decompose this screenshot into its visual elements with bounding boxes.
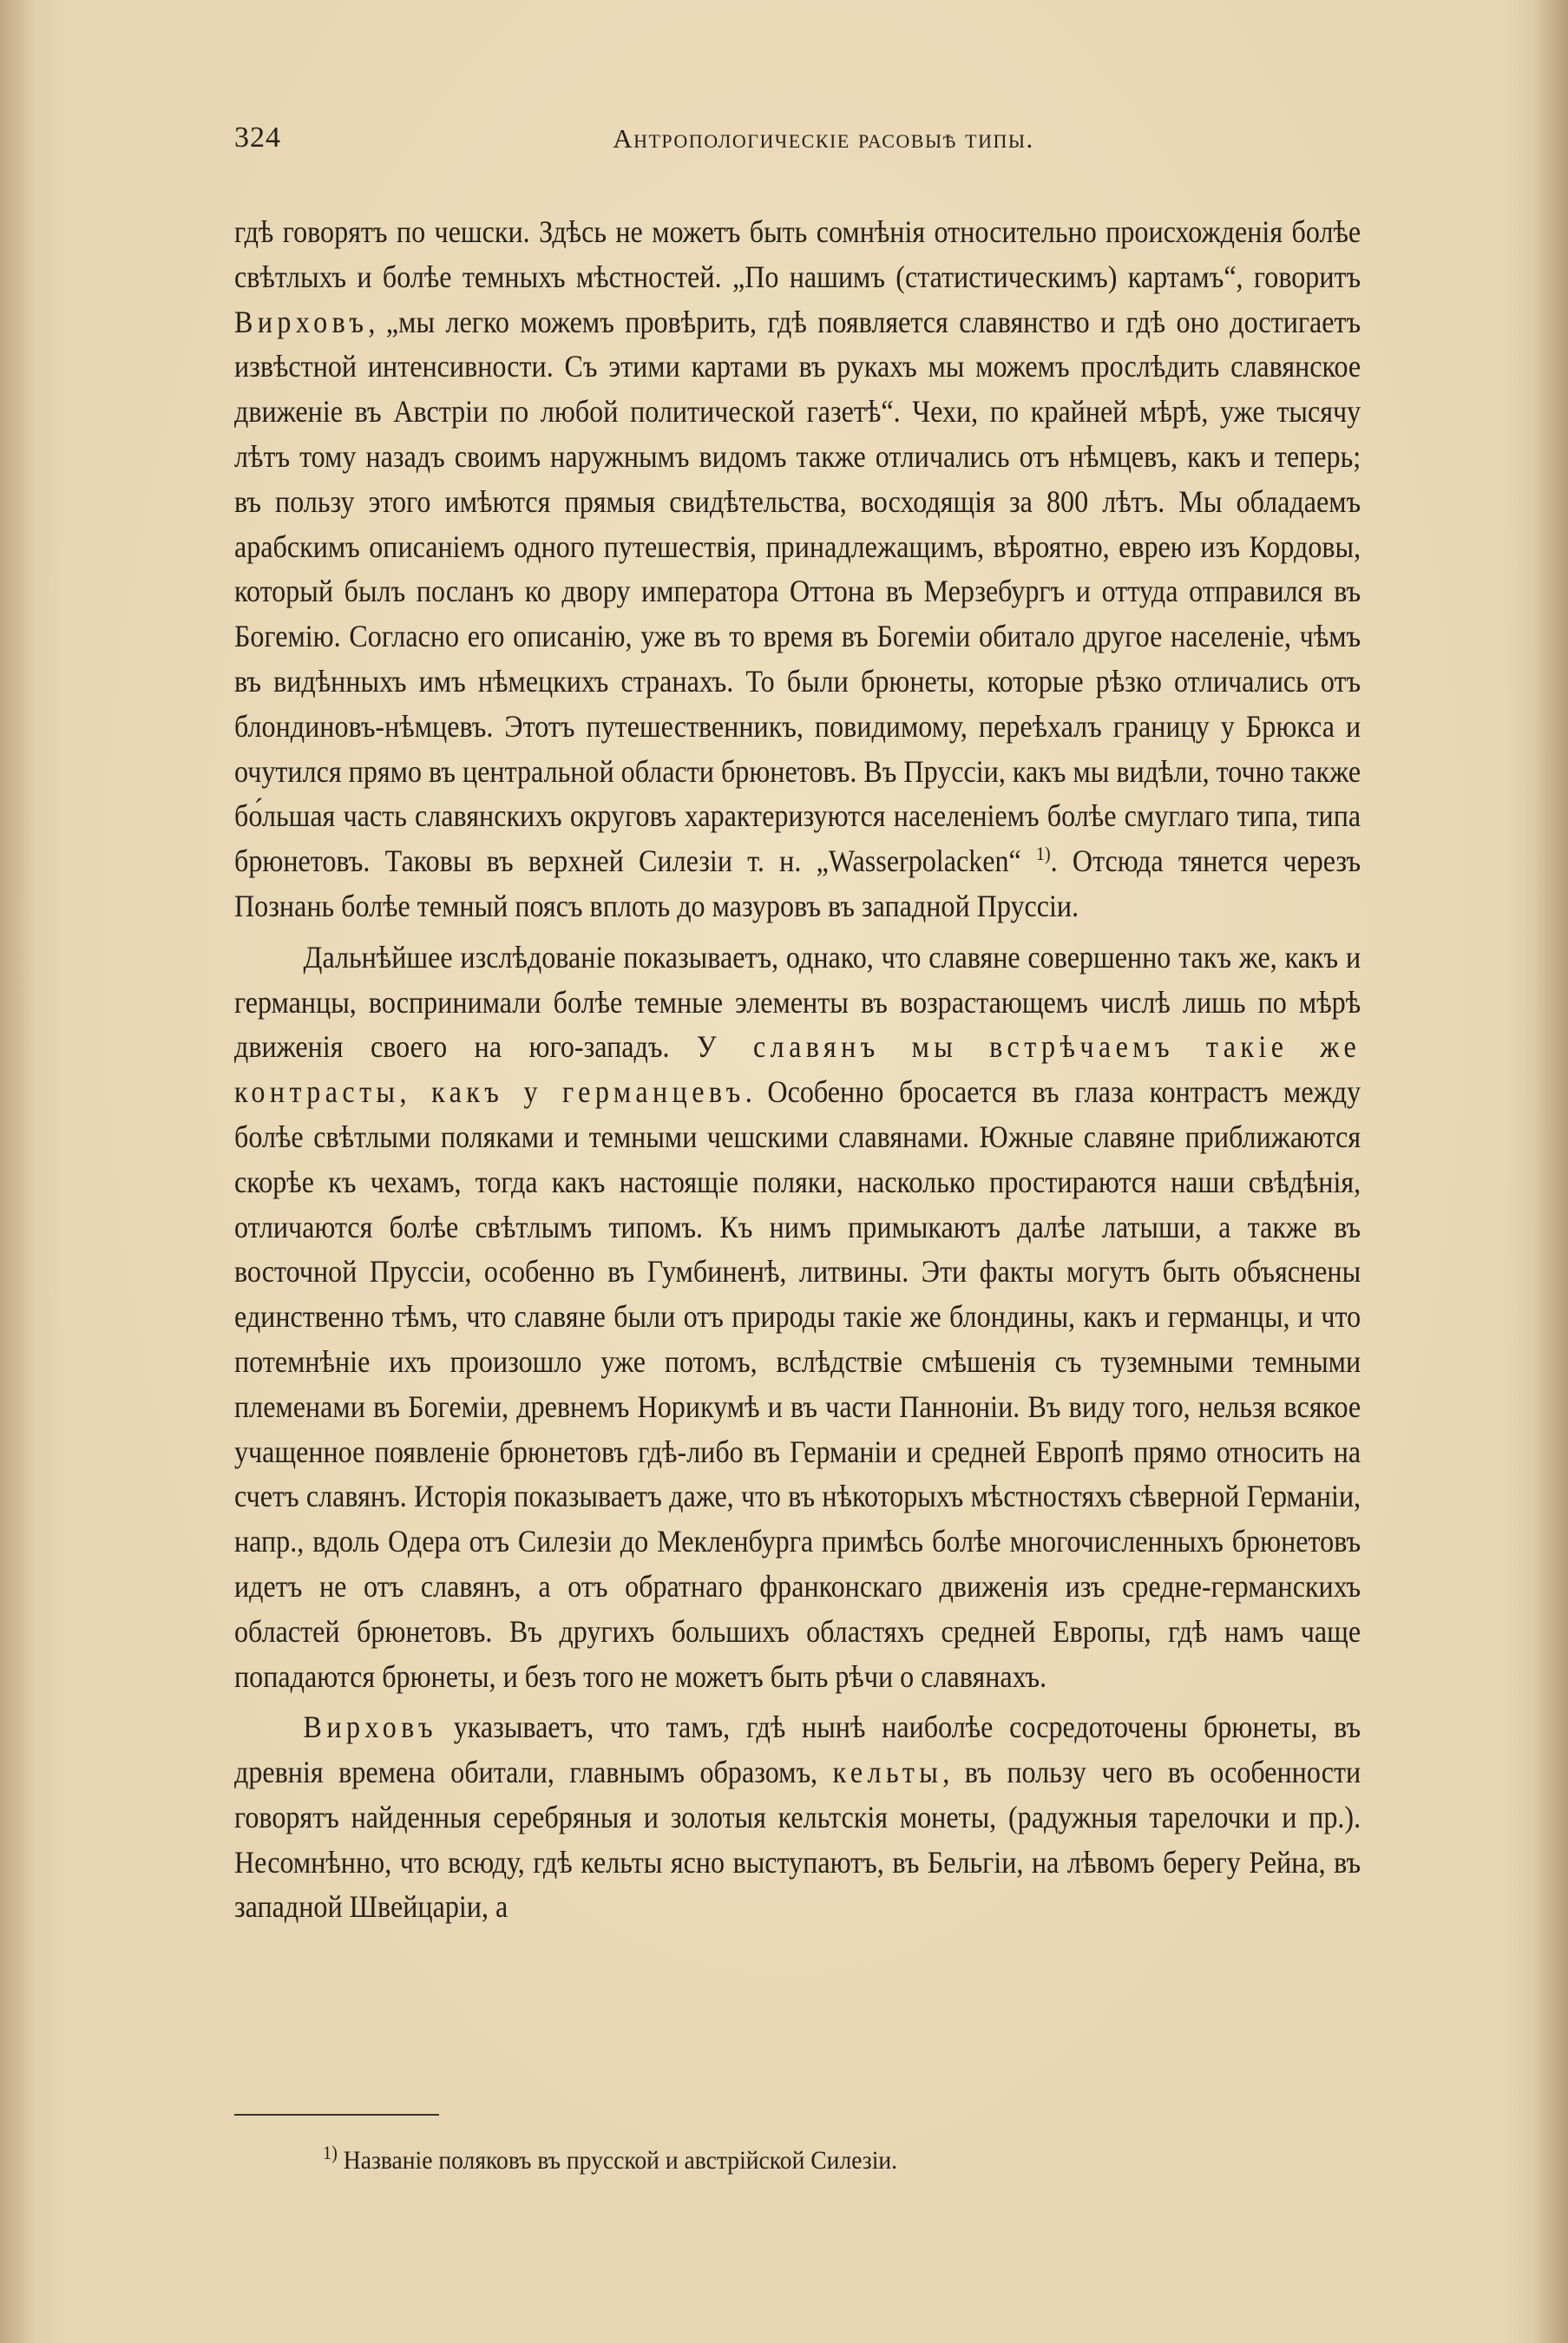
footnote-text: Названіе поляковъ въ прусской и австрійской Силезіи.	[337, 2146, 898, 2175]
emphasized-word-celts: кельты	[832, 1755, 943, 1790]
paragraph-1	[234, 210, 1361, 929]
paragraph-2	[234, 935, 1361, 1700]
page-edge-shadow-right	[1533, 0, 1568, 2343]
footnote	[323, 2143, 897, 2178]
paragraph-1-part-c: , „мы легко можемъ провѣрить, гдѣ появляется славянство и гдѣ оно достигаетъ извѣстной интенсивности. Съ этими картами въ рукахъ мы можемъ прослѣдить славянское движеніе въ Австріи по любой политической газетѣ“. Чехи, по крайней мѣрѣ, уже тысячу лѣтъ тому назадъ своимъ наружнымъ видомъ также отличались отъ нѣмцевъ, какъ и теперь; въ пользу этого имѣются прямыя свидѣтельства, восходящія за 800 лѣтъ. Мы обладаемъ арабскимъ описаніемъ одного путешествія, принадлежащимъ, вѣроятно, еврею изъ Кордовы, который былъ посланъ ко двору императора Оттона въ Мерзебургъ и оттуда отправился въ Богемію. Согласно его описанію, уже въ то время въ Богеміи обитало другое населеніе, чѣмъ въ видѣнныхъ имъ нѣмецкихъ странахъ. То были брюнеты, которые рѣзко отличались отъ блондиновъ-нѣмцевъ. Этотъ путешественникъ, повидимому, переѣхалъ границу у Брюкса и очутился прямо въ центральной области брюнетовъ. Въ Пруссіи, какъ мы видѣли, точно также бо́льшая часть славянскихъ округовъ характеризуются населеніемъ болѣе смуглаго типа, типа брюнетовъ. Таковы въ верхней Силезіи т. н. „Wasserpolacken“	[234, 304, 1361, 879]
footnote-marker: 1)	[323, 2142, 338, 2163]
paragraph-3-part-b: указываетъ, что тамъ, гдѣ нынѣ наиболѣе сосредоточены брюнеты, въ древнія времена обитали, главнымъ образомъ,	[234, 1710, 1361, 1790]
paragraph-3-part-d: , въ пользу чего въ особенности говорятъ найденныя серебряныя и золотыя кельтскія монеты, (радужныя тарелочки и пр.). Несомнѣнно, что всюду, гдѣ кельты ясно выступаютъ, въ Бельгіи, на лѣвомъ берегу Рейна, въ западной Швейцаріи, а	[234, 1755, 1361, 1925]
body-text	[234, 210, 1361, 1930]
running-title: Антропологическіе расовыѣ типы.	[613, 123, 1034, 154]
footnote-divider	[234, 2114, 439, 2116]
author-name-virchow: Вирховъ	[234, 304, 369, 339]
emphasized-statement: У славянъ мы встрѣчаемъ такіе же контрасты, какъ у германцевъ	[234, 1029, 1361, 1110]
paragraph-1-part-d: . Отсюда тянется черезъ Познань болѣе темный поясъ вплоть до мазуровъ въ западной Пруссіи.	[234, 843, 1361, 923]
page-header	[234, 121, 1361, 165]
page-number: 324	[234, 121, 281, 154]
paragraph-1-part-a: гдѣ говорятъ по чешски. Здѣсь не можетъ быть сомнѣнія относительно происхожденія болѣе свѣтлыхъ и болѣе темныхъ мѣстностей. „По нашимъ (статистическимъ) картамъ“, говоритъ	[234, 214, 1361, 294]
page-edge-shadow-left	[0, 0, 35, 2343]
author-name-virchow: Вирховъ	[303, 1710, 437, 1745]
paragraph-3	[234, 1705, 1361, 1930]
footnote-reference[interactable]: 1)	[1036, 843, 1051, 865]
paragraph-2-part-c: . Особенно бросается въ глаза контрастъ между болѣе свѣтлыми поляками и темными чешскими славянами. Южные славяне приближаются скорѣе къ чехамъ, тогда какъ настоящіе поляки, насколько простираются наши свѣдѣнія, отличаются болѣе свѣтлымъ типомъ. Къ нимъ примыкаютъ далѣе латыши, а также въ восточной Пруссіи, особенно въ Гумбиненѣ, литвины. Эти факты могутъ быть объяснены единственно тѣмъ, что славяне были отъ природы такіе же блондины, какъ и германцы, и что потемнѣніе ихъ произошло уже потомъ, вслѣдствіе смѣшенія съ туземными темными племенами въ Богеміи, древнемъ Норикумѣ и въ части Панноніи. Въ виду того, нельзя всякое учащенное появленіе брюнетовъ гдѣ-либо въ Германіи и средней Европѣ прямо относить на счетъ славянъ. Исторія показываетъ даже, что въ нѣкоторыхъ мѣстностяхъ сѣверной Германіи, напр., вдоль Одера отъ Силезіи до Мекленбурга примѣсь болѣе многочисленныхъ брюнетовъ идетъ не отъ славянъ, а отъ обратнаго франконскаго движенія изъ средне-германскихъ областей брюнетовъ. Въ другихъ большихъ областяхъ средней Европы, гдѣ намъ чаще попадаются брюнеты, и безъ того не можетъ быть рѣчи о славянахъ.	[234, 1074, 1361, 1694]
paragraph-2-part-a: Дальнѣйшее изслѣдованіе показываетъ, однако, что славяне совершенно такъ же, какъ и германцы, воспринимали болѣе темные элементы въ возрастающемъ числѣ лишь по мѣрѣ движенія своего на юго-западъ.	[234, 939, 1361, 1065]
